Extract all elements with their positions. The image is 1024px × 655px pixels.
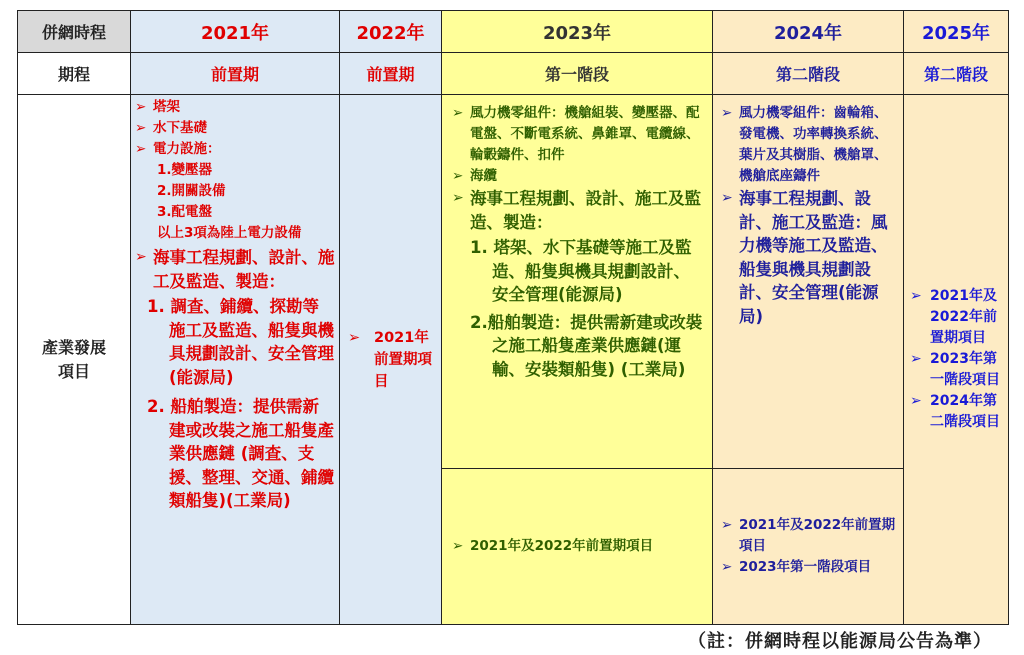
arrow-icon: ➢ (910, 288, 922, 304)
marine-sub-list (135, 295, 335, 513)
col-2024-list (721, 103, 897, 187)
industry-label: 產業發展項目 (42, 337, 107, 381)
arrow-icon: ➢ (452, 168, 464, 184)
arrow-icon: ➢ (452, 190, 464, 206)
arrow-icon: ➢ (721, 190, 733, 206)
list-item: ➢ 2021年及2022年前置期項目 (452, 536, 706, 557)
list-item: 1.變壓器 (157, 162, 213, 178)
list-item: ➢ 風力機零組件：齒輪箱、發電機、功率轉換系統、葉片及其樹脂、機艙罩、機艙底座鑄件 (721, 105, 888, 184)
arrow-icon: ➢ (721, 105, 733, 121)
arrow-icon: ➢ (910, 393, 922, 409)
marine-sub-list (452, 236, 706, 381)
arrow-icon: ➢ (721, 559, 733, 575)
list-item: ➢ 海纜 (452, 166, 706, 187)
list-item: 1. 塔架、水下基礎等施工及監造、船隻與機具規劃設計、安全管理(能源局) (470, 238, 692, 304)
year-2023-header: 2023年 (442, 11, 713, 53)
year-2024-header: 2024年 (713, 11, 904, 53)
arrow-icon: ➢ (452, 538, 464, 554)
list-item: 以上3項為陸上電力設備 (157, 225, 302, 241)
list-item: 2. 船舶製造：提供需新建或改裝之施工船隻產業供應鏈 (調查、支援、整理、交通、鋪纜類船隻)(工業局) (147, 397, 334, 510)
col-2024-bottom-cell (713, 469, 904, 625)
list-item: ➢ 水下基礎 (135, 118, 335, 139)
list-item: ➢ 風力機零組件：機艙組裝、變壓器、配電盤、不斷電系統、鼻錐罩、電纜線、輪轂鑄件、扣件 (452, 105, 700, 163)
list-item: ➢ 電力設施： (135, 139, 335, 160)
col-2023-list (452, 103, 706, 187)
list-item: 2.開關設備 (157, 183, 226, 199)
list-item: 3.配電盤 (157, 204, 213, 220)
list-item: ➢ 海事工程規劃、設計、施工及監造、製造： (135, 248, 335, 291)
col-2025-list (910, 286, 1002, 433)
phase-2021: 前置期 (131, 53, 340, 95)
list-item: ➢ 2023年第一階段項目 (721, 557, 897, 578)
col-2021-marine (135, 246, 335, 513)
list-item: 2.船舶製造：提供需新建或改裝之施工船隻產業供應鏈(運輸、安裝類船隻) (工業局) (470, 312, 703, 379)
phase-2025: 第二階段 (904, 53, 1009, 95)
industry-row-top (18, 95, 1009, 469)
arrow-icon: ➢ (348, 329, 361, 346)
col-2024-bottom-list (721, 515, 897, 578)
col-2021-list (135, 97, 335, 244)
list-item: ➢ 2023年第一階段項目 (910, 351, 1000, 388)
period-label: 期程 (18, 53, 131, 95)
list-item: ➢ 2021年及2022年前置期項目 (910, 288, 997, 346)
arrow-icon: ➢ (135, 141, 147, 157)
col-2024-top-cell (713, 95, 904, 469)
arrow-icon: ➢ (910, 351, 922, 367)
arrow-icon: ➢ (721, 517, 733, 533)
year-header-row (18, 11, 1009, 53)
col-2023-marine (452, 187, 706, 381)
col-2024-marine (721, 187, 897, 328)
list-item: ➢ 海事工程規劃、設計、施工及監造、製造： (452, 189, 701, 232)
list-item: ➢ 塔架 (135, 97, 335, 118)
phase-2022: 前置期 (340, 53, 442, 95)
wind-schedule-table (17, 10, 1009, 625)
phase-2023: 第一階段 (442, 53, 713, 95)
power-sub-list (135, 160, 335, 244)
industry-label-cell (18, 95, 131, 625)
list-item: ➢ 海事工程規劃、設計、施工及監造：風力機等施工及監造、船隻與機具規劃設計、安全管理(能源局) (721, 189, 888, 326)
phase-header-row (18, 53, 1009, 95)
footnote: （註：併網時程以能源局公告為準） (688, 631, 992, 652)
col-2021-cell (131, 95, 340, 625)
grid-schedule-label: 併網時程 (18, 11, 131, 53)
col-2022-cell (340, 95, 442, 625)
arrow-icon: ➢ (135, 99, 147, 115)
arrow-icon: ➢ (452, 105, 464, 121)
phase-2024: 第二階段 (713, 53, 904, 95)
col-2023-top-cell (442, 95, 713, 469)
list-item: ➢ 2021年前置期項目 (348, 327, 441, 393)
year-2025-header: 2025年 (904, 11, 1009, 53)
year-2022-header: 2022年 (340, 11, 442, 53)
arrow-icon: ➢ (135, 249, 147, 265)
col-2025-cell (904, 95, 1009, 625)
year-2021-header: 2021年 (131, 11, 340, 53)
list-item: 1. 調查、鋪纜、探勘等施工及監造、船隻與機具規劃設計、安全管理(能源局) (147, 297, 334, 387)
list-item: ➢ 2024年第二階段項目 (910, 393, 1000, 430)
arrow-icon: ➢ (135, 120, 147, 136)
list-item: ➢ 2021年及2022年前置期項目 (721, 517, 896, 554)
col-2023-bottom-cell (442, 469, 713, 625)
